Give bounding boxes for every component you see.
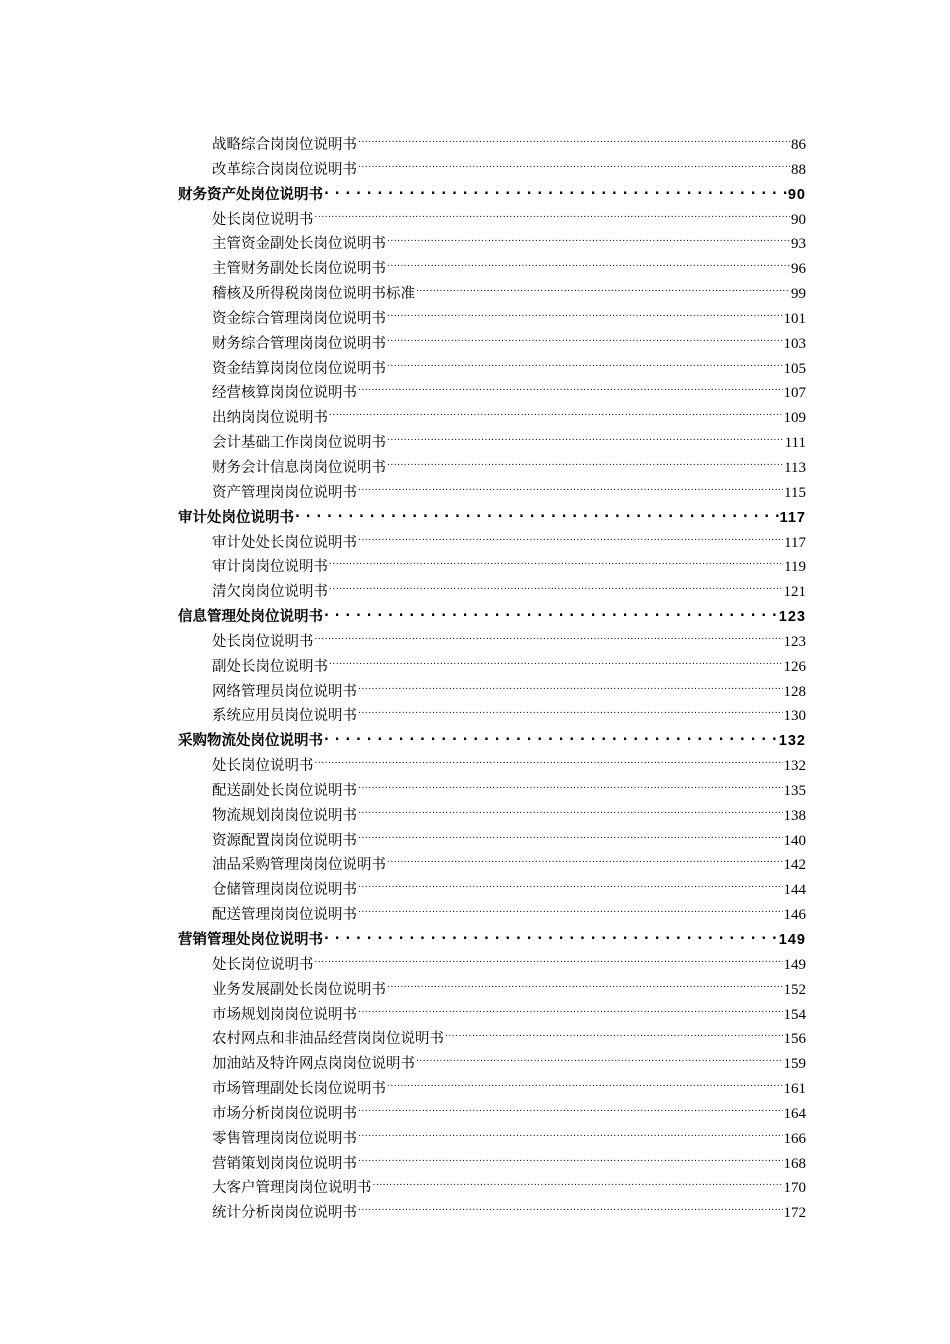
dot-leader bbox=[358, 672, 783, 696]
dot-leader bbox=[387, 249, 790, 273]
toc-entry-page-number: 105 bbox=[783, 360, 806, 377]
dot-leader bbox=[358, 1193, 783, 1217]
toc-entry-title: 稽核及所得税岗岗位说明书标准 bbox=[212, 286, 415, 303]
dot-leader bbox=[324, 175, 787, 199]
toc-entry-title: 处长岗位说明书 bbox=[212, 211, 314, 228]
toc-entry[interactable] bbox=[178, 125, 806, 153]
toc-entry-title: 市场管理副处长岗位说明书 bbox=[212, 1081, 386, 1098]
toc-entry-title: 主管资金副处长岗位说明书 bbox=[212, 236, 386, 253]
dot-leader bbox=[358, 473, 783, 497]
toc-entry-page-number: 142 bbox=[783, 857, 806, 874]
toc-entry-page-number: 88 bbox=[791, 161, 806, 178]
toc-entry-title: 信息管理处岗位说明书 bbox=[178, 609, 323, 626]
toc-entry-page-number: 140 bbox=[783, 832, 806, 849]
toc-entry-title: 采购物流处岗位说明书 bbox=[178, 733, 323, 750]
toc-entry-page-number: 164 bbox=[783, 1105, 806, 1122]
toc-entry-title: 审计处处长岗位说明书 bbox=[212, 534, 357, 551]
dot-leader bbox=[358, 1119, 783, 1143]
toc-entry-title: 大客户管理岗岗位说明书 bbox=[212, 1180, 372, 1197]
toc-entry-page-number: 113 bbox=[784, 459, 806, 476]
toc-entry-title: 经营核算岗岗位说明书 bbox=[212, 385, 357, 402]
toc-entry-page-number: 117 bbox=[779, 509, 806, 526]
dot-leader bbox=[324, 597, 778, 621]
toc-entry-title: 仓储管理岗岗位说明书 bbox=[212, 882, 357, 899]
toc-entry-title: 处长岗位说明书 bbox=[212, 956, 314, 973]
toc-entry-title: 出纳岗岗位说明书 bbox=[212, 410, 328, 427]
dot-leader bbox=[358, 150, 790, 174]
toc-entry-page-number: 172 bbox=[783, 1205, 806, 1222]
dot-leader bbox=[315, 945, 783, 969]
toc-entry-page-number: 149 bbox=[783, 956, 806, 973]
toc-entry-page-number: 103 bbox=[783, 335, 806, 352]
toc-entry-page-number: 99 bbox=[791, 286, 806, 303]
toc-entry-page-number: 135 bbox=[783, 782, 806, 799]
toc-entry-title: 营销管理处岗位说明书 bbox=[178, 932, 323, 948]
toc-entry-page-number: 123 bbox=[783, 633, 806, 650]
dot-leader bbox=[387, 845, 783, 869]
dot-leader bbox=[358, 771, 783, 795]
toc-entry-page-number: 107 bbox=[783, 385, 806, 402]
toc-entry-title: 资源配置岗岗位说明书 bbox=[212, 832, 357, 849]
toc-entry-page-number: 126 bbox=[783, 658, 806, 675]
toc-entry-title: 营销策划岗岗位说明书 bbox=[212, 1155, 357, 1172]
dot-leader bbox=[387, 448, 783, 472]
toc-entry-page-number: 90 bbox=[787, 186, 806, 203]
dot-leader bbox=[358, 125, 790, 149]
dot-leader bbox=[358, 895, 783, 919]
toc-entry-title: 统计分析岗岗位说明书 bbox=[212, 1205, 357, 1222]
toc-entry-title: 清欠岗岗位说明书 bbox=[212, 584, 328, 601]
dot-leader bbox=[358, 796, 783, 820]
dot-leader bbox=[387, 970, 783, 994]
toc-entry-page-number: 115 bbox=[784, 484, 806, 501]
toc-entry-page-number: 146 bbox=[783, 907, 806, 924]
toc-entry-title: 业务发展副处长岗位说明书 bbox=[212, 981, 386, 998]
toc-entry-title: 副处长岗位说明书 bbox=[212, 658, 328, 675]
dot-leader bbox=[329, 398, 783, 422]
toc-entry-page-number: 128 bbox=[783, 683, 806, 700]
toc-entry-title: 财务综合管理岗岗位说明书 bbox=[212, 335, 386, 352]
toc-entry-page-number: 166 bbox=[783, 1130, 806, 1147]
dot-leader bbox=[387, 324, 783, 348]
toc-entry-title: 配送管理岗岗位说明书 bbox=[212, 907, 357, 924]
toc-entry-title: 资金综合管理岗岗位说明书 bbox=[212, 310, 386, 327]
dot-leader bbox=[373, 1168, 783, 1192]
toc-entry-title: 审计处岗位说明书 bbox=[178, 509, 294, 526]
toc-entry-title: 资金结算岗岗位岗位说明书 bbox=[212, 360, 386, 377]
dot-leader bbox=[416, 1044, 783, 1068]
dot-leader bbox=[329, 572, 783, 596]
toc-entry-page-number: 123 bbox=[778, 609, 806, 626]
dot-leader bbox=[358, 373, 783, 397]
dot-leader bbox=[358, 821, 783, 845]
toc-entry-title: 财务资产处岗位说明书 bbox=[178, 186, 323, 203]
toc-entry-page-number: 109 bbox=[783, 410, 806, 427]
toc-entry-page-number: 161 bbox=[783, 1081, 806, 1098]
toc-entry-title: 油品采购管理岗岗位说明书 bbox=[212, 857, 386, 874]
toc-entry-page-number: 132 bbox=[778, 733, 806, 750]
toc-entry-title: 零售管理岗岗位说明书 bbox=[212, 1130, 357, 1147]
toc-entry-page-number: 149 bbox=[778, 932, 806, 948]
toc-entry-page-number: 156 bbox=[783, 1031, 806, 1048]
toc-entry-title: 资产管理岗岗位说明书 bbox=[212, 484, 357, 501]
toc-entry-page-number: 132 bbox=[783, 758, 806, 775]
dot-leader bbox=[315, 622, 783, 646]
dot-leader bbox=[387, 349, 783, 373]
toc-entry-page-number: 117 bbox=[784, 534, 806, 551]
dot-leader bbox=[329, 647, 783, 671]
toc-entry-page-number: 93 bbox=[791, 236, 806, 253]
toc-entry-page-number: 170 bbox=[783, 1180, 806, 1197]
dot-leader bbox=[329, 547, 783, 571]
dot-leader bbox=[387, 299, 783, 323]
toc-entry-page-number: 121 bbox=[783, 584, 806, 601]
toc-entry-title: 农村网点和非油品经营岗岗位说明书 bbox=[212, 1031, 444, 1048]
dot-leader bbox=[324, 920, 778, 944]
toc-entry-page-number: 144 bbox=[783, 882, 806, 899]
toc-entry-page-number: 154 bbox=[783, 1006, 806, 1023]
dot-leader bbox=[387, 224, 790, 248]
dot-leader bbox=[315, 746, 783, 770]
table-of-contents bbox=[178, 125, 806, 1222]
toc-entry-page-number: 138 bbox=[783, 807, 806, 824]
toc-entry-title: 配送副处长岗位说明书 bbox=[212, 782, 357, 799]
toc-entry-title: 处长岗位说明书 bbox=[212, 758, 314, 775]
toc-entry-title: 市场规划岗岗位说明书 bbox=[212, 1006, 357, 1023]
dot-leader bbox=[358, 696, 783, 720]
dot-leader bbox=[358, 995, 783, 1019]
dot-leader bbox=[324, 721, 778, 745]
dot-leader bbox=[295, 498, 779, 522]
dot-leader bbox=[358, 1094, 783, 1118]
dot-leader bbox=[387, 1069, 783, 1093]
toc-entry-title: 财务会计信息岗岗位说明书 bbox=[212, 459, 386, 476]
toc-entry-page-number: 101 bbox=[783, 310, 806, 327]
toc-entry-page-number: 96 bbox=[791, 261, 806, 278]
toc-entry-title: 会计基础工作岗岗位说明书 bbox=[212, 435, 386, 452]
dot-leader bbox=[315, 200, 791, 224]
toc-entry-title: 市场分析岗岗位说明书 bbox=[212, 1105, 357, 1122]
dot-leader bbox=[445, 1019, 783, 1043]
toc-entry-page-number: 111 bbox=[784, 435, 806, 452]
dot-leader bbox=[416, 274, 790, 298]
dot-leader bbox=[358, 870, 783, 894]
toc-entry-page-number: 130 bbox=[783, 708, 806, 725]
toc-entry-page-number: 152 bbox=[783, 981, 806, 998]
toc-entry-page-number: 90 bbox=[791, 211, 806, 228]
toc-entry-page-number: 119 bbox=[784, 559, 806, 576]
toc-entry-page-number: 168 bbox=[783, 1155, 806, 1172]
toc-entry-page-number: 159 bbox=[783, 1056, 806, 1073]
toc-entry-title: 网络管理员岗位说明书 bbox=[212, 683, 357, 700]
toc-entry-title: 战略综合岗岗位说明书 bbox=[212, 137, 357, 153]
dot-leader bbox=[358, 523, 783, 547]
toc-entry-title: 审计岗岗位说明书 bbox=[212, 559, 328, 576]
toc-entry-title: 加油站及特许网点岗岗位说明书 bbox=[212, 1056, 415, 1073]
dot-leader bbox=[358, 1144, 783, 1168]
toc-entry-title: 主管财务副处长岗位说明书 bbox=[212, 261, 386, 278]
toc-entry-title: 改革综合岗岗位说明书 bbox=[212, 161, 357, 178]
toc-entry-title: 物流规划岗岗位说明书 bbox=[212, 807, 357, 824]
toc-entry-title: 系统应用员岗位说明书 bbox=[212, 708, 357, 725]
dot-leader bbox=[387, 423, 784, 447]
toc-entry-title: 处长岗位说明书 bbox=[212, 633, 314, 650]
toc-entry-page-number: 86 bbox=[791, 137, 806, 153]
